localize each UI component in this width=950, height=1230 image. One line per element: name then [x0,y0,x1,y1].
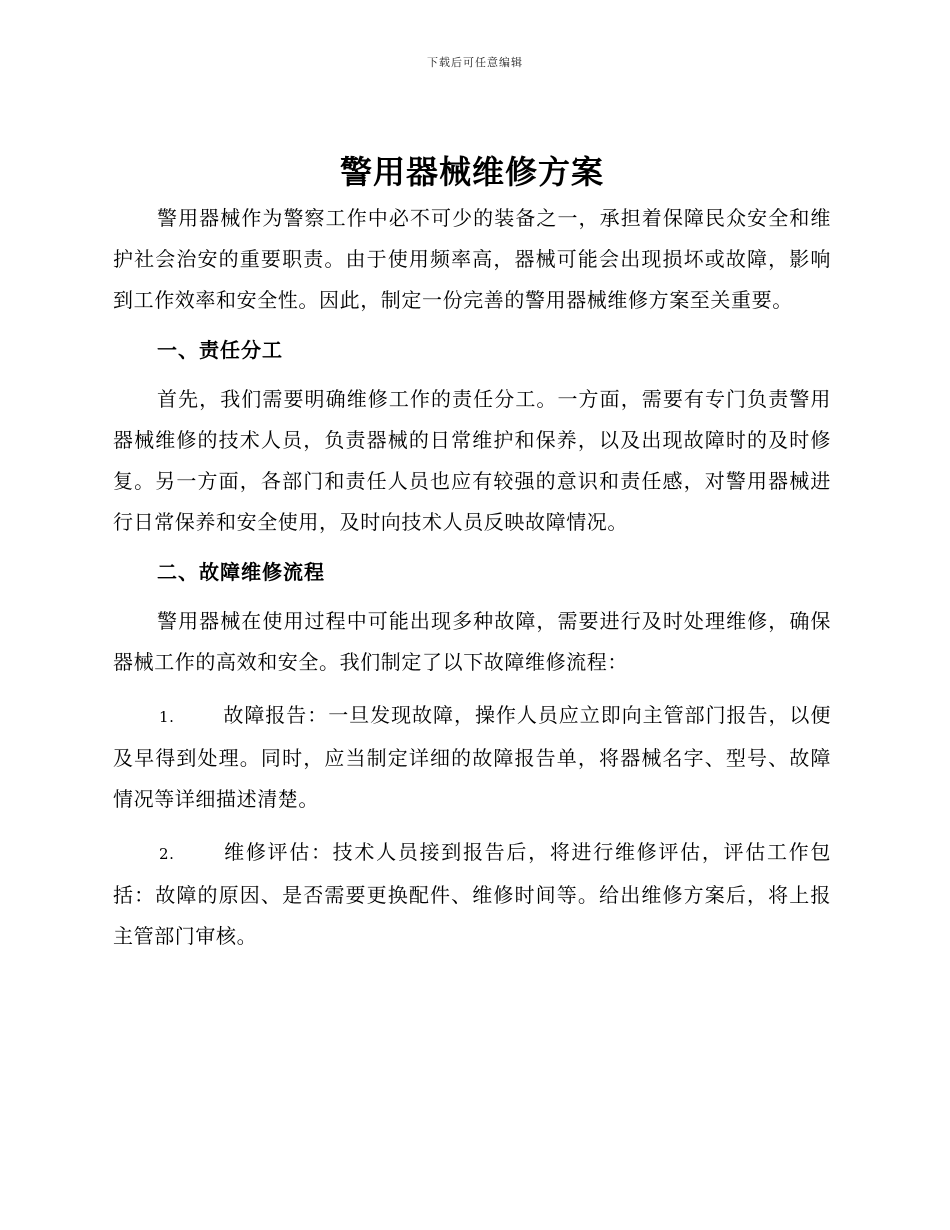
document-content [113,150,831,957]
intro-paragraph: 警用器械作为警察工作中必不可少的装备之一，承担着保障民众安全和维护社会治安的重要职责。由于使用频率高，器械可能会出现损坏或故障，影响到工作效率和安全性。因此，制定一份完善的警用器械维修方案至关重要。 [113,206,831,312]
list-number: 1. [159,708,175,726]
section-body-responsibility: 首先，我们需要明确维修工作的责任分工。一方面，需要有专门负责警用器械维修的技术人员，负责器械的日常维护和保养，以及出现故障时的及时修复。另一方面，各部门和责任人员也应有较强的意识和责任感，对警用器械进行日常保养和安全使用，及时向技术人员反映故障情况。 [113,387,831,534]
section-heading-repair-process: 二、故障维修流程 [157,560,325,584]
list-number: 2. [159,845,175,863]
list-text: 维修评估：技术人员接到报告后，将进行维修评估，评估工作包括：故障的原因、是否需要更换配件、维修时间等。给出维修方案后，将上报主管部门审核。 [113,840,831,948]
section-heading-responsibility: 一、责任分工 [157,338,283,362]
list-item-repair-evaluation [113,832,831,957]
document-title: 警用器械维修方案 [339,153,604,191]
header-note: 下载后可任意编辑 [427,56,523,69]
list-text: 故障报告：一旦发现故障，操作人员应立即向主管部门报告，以便及早得到处理。同时，应当制定详细的故障报告单，将器械名字、型号、故障情况等详细描述清楚。 [113,703,831,811]
list-item-fault-report [113,695,831,820]
section-body-repair-process: 警用器械在使用过程中可能出现多种故障，需要进行及时处理维修，确保器械工作的高效和安全。我们制定了以下故障维修流程： [113,609,831,674]
